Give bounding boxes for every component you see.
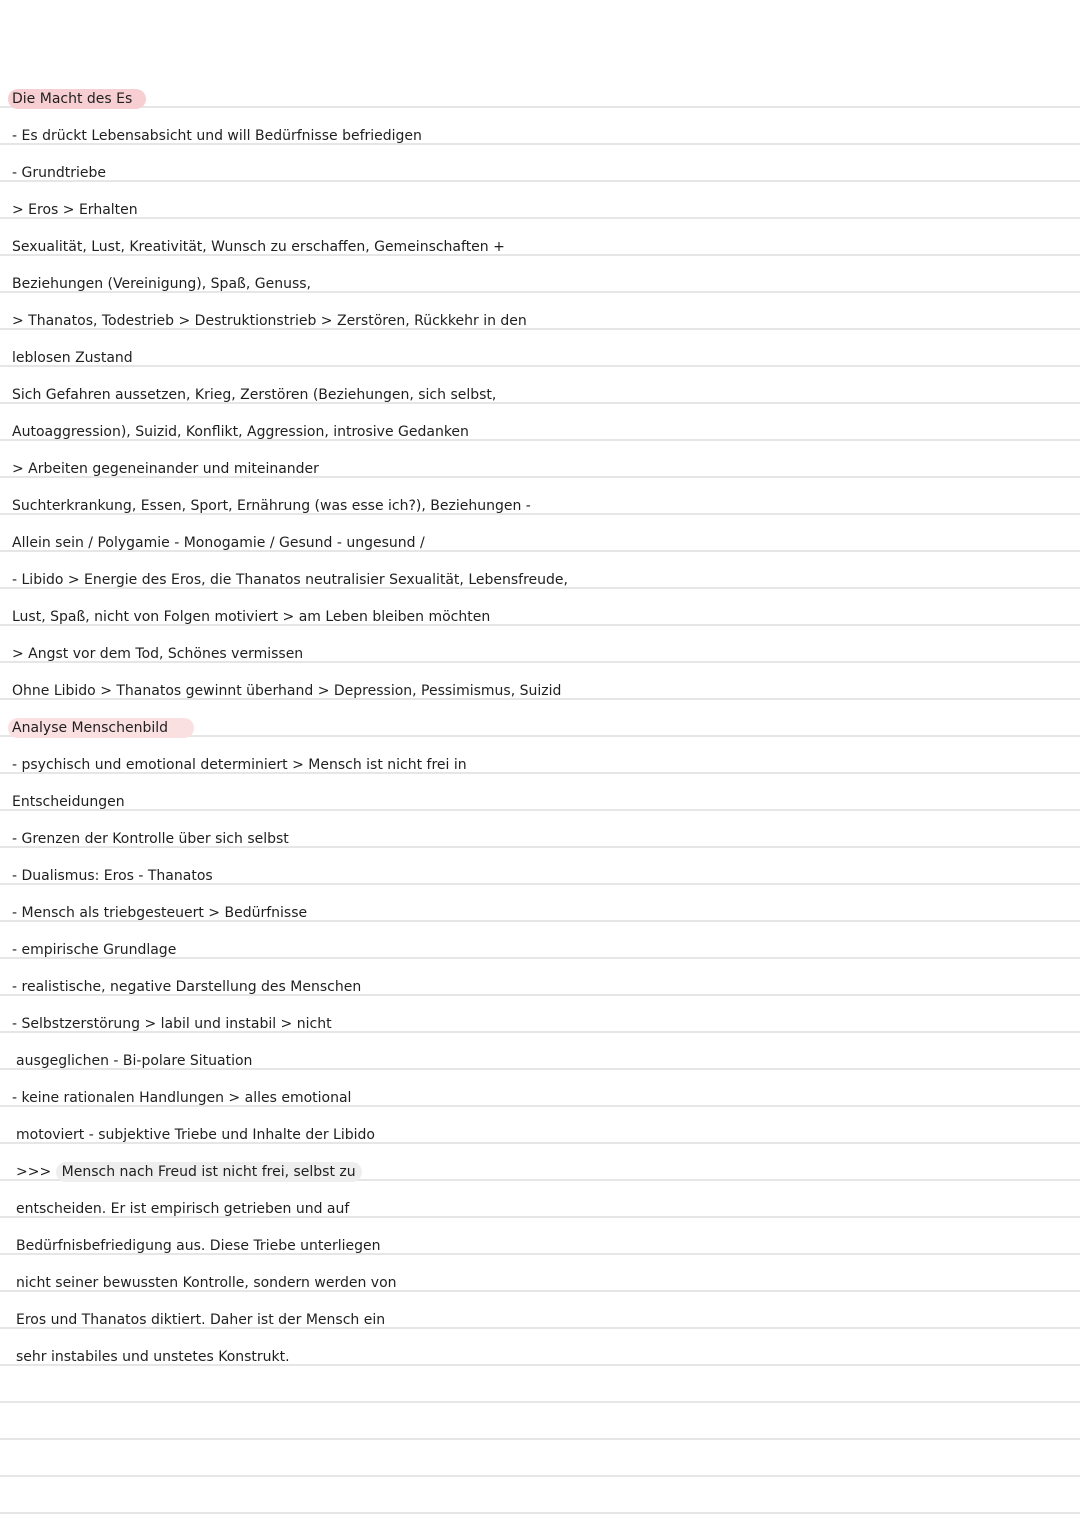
note-line: Sich Gefahren aussetzen, Krieg, Zerstören (Beziehungen, sich selbst, bbox=[12, 387, 497, 403]
heading-highlight: Analyse Menschenbild bbox=[8, 718, 194, 738]
conclusion-highlight: Mensch nach Freud ist nicht frei, selbst zu bbox=[56, 1162, 362, 1182]
note-line: - Grenzen der Kontrolle über sich selbst bbox=[12, 831, 289, 847]
note-line: - empirische Grundlage bbox=[12, 942, 177, 958]
note-line: > Eros > Erhalten bbox=[12, 202, 138, 218]
note-line: Entscheidungen bbox=[12, 794, 125, 810]
note-line: Lust, Spaß, nicht von Folgen motiviert > am Leben bleiben möchten bbox=[12, 609, 491, 625]
note-line: entscheiden. Er ist empirisch getrieben und auf bbox=[16, 1201, 350, 1217]
note-line: nicht seiner bewussten Kontrolle, sondern werden von bbox=[16, 1275, 397, 1291]
note-line: Suchterkrankung, Essen, Sport, Ernährung (was esse ich?), Beziehungen - bbox=[12, 498, 531, 514]
note-line: - keine rationalen Handlungen > alles emotional bbox=[12, 1090, 352, 1106]
note-line: > Angst vor dem Tod, Schönes vermissen bbox=[12, 646, 304, 662]
note-line: - Dualismus: Eros - Thanatos bbox=[12, 868, 213, 884]
handwritten-notes bbox=[0, 81, 1080, 1376]
note-line: - realistische, negative Darstellung des Menschen bbox=[12, 979, 362, 995]
section-heading bbox=[0, 710, 1080, 747]
note-line: Sexualität, Lust, Kreativität, Wunsch zu erschaffen, Gemeinschaften + bbox=[12, 239, 505, 255]
note-line: Autoaggression), Suizid, Konflikt, Aggression, introsive Gedanken bbox=[12, 424, 469, 440]
note-line: Allein sein / Polygamie - Monogamie / Gesund - ungesund / bbox=[12, 535, 425, 551]
note-line: > Thanatos, Todestrieb > Destruktionstrieb > Zerstören, Rückkehr in den bbox=[12, 313, 527, 329]
note-line: - psychisch und emotional determiniert > Mensch ist nicht frei in bbox=[12, 757, 467, 773]
note-line: sehr instabiles und unstetes Konstrukt. bbox=[16, 1349, 290, 1365]
note-line: ausgeglichen - Bi-polare Situation bbox=[16, 1053, 253, 1069]
conclusion-arrow: >>> bbox=[16, 1164, 52, 1180]
note-line: - Selbstzerstörung > labil und instabil > nicht bbox=[12, 1016, 332, 1032]
heading-highlight: Die Macht des Es bbox=[8, 89, 146, 109]
conclusion-line bbox=[0, 1154, 1080, 1191]
note-line: > Arbeiten gegeneinander und miteinander bbox=[12, 461, 319, 477]
note-line: Eros und Thanatos diktiert. Daher ist der Mensch ein bbox=[16, 1312, 386, 1328]
note-line: Beziehungen (Vereinigung), Spaß, Genuss, bbox=[12, 276, 311, 292]
note-line: Ohne Libido > Thanatos gewinnt überhand > Depression, Pessimismus, Suizid bbox=[12, 683, 562, 699]
note-line: - Es drückt Lebensabsicht und will Bedürfnisse befriedigen bbox=[12, 128, 422, 144]
note-line: - Mensch als triebgesteuert > Bedürfnisse bbox=[12, 905, 308, 921]
note-line: motoviert - subjektive Triebe und Inhalte der Libido bbox=[16, 1127, 375, 1143]
note-line: Bedürfnisbefriedigung aus. Diese Triebe unterliegen bbox=[16, 1238, 381, 1254]
section-heading bbox=[0, 81, 1080, 118]
note-line: - Grundtriebe bbox=[12, 165, 106, 181]
note-line: leblosen Zustand bbox=[12, 350, 133, 366]
note-line: - Libido > Energie des Eros, die Thanatos neutralisier Sexualität, Lebensfreude, bbox=[12, 572, 568, 588]
